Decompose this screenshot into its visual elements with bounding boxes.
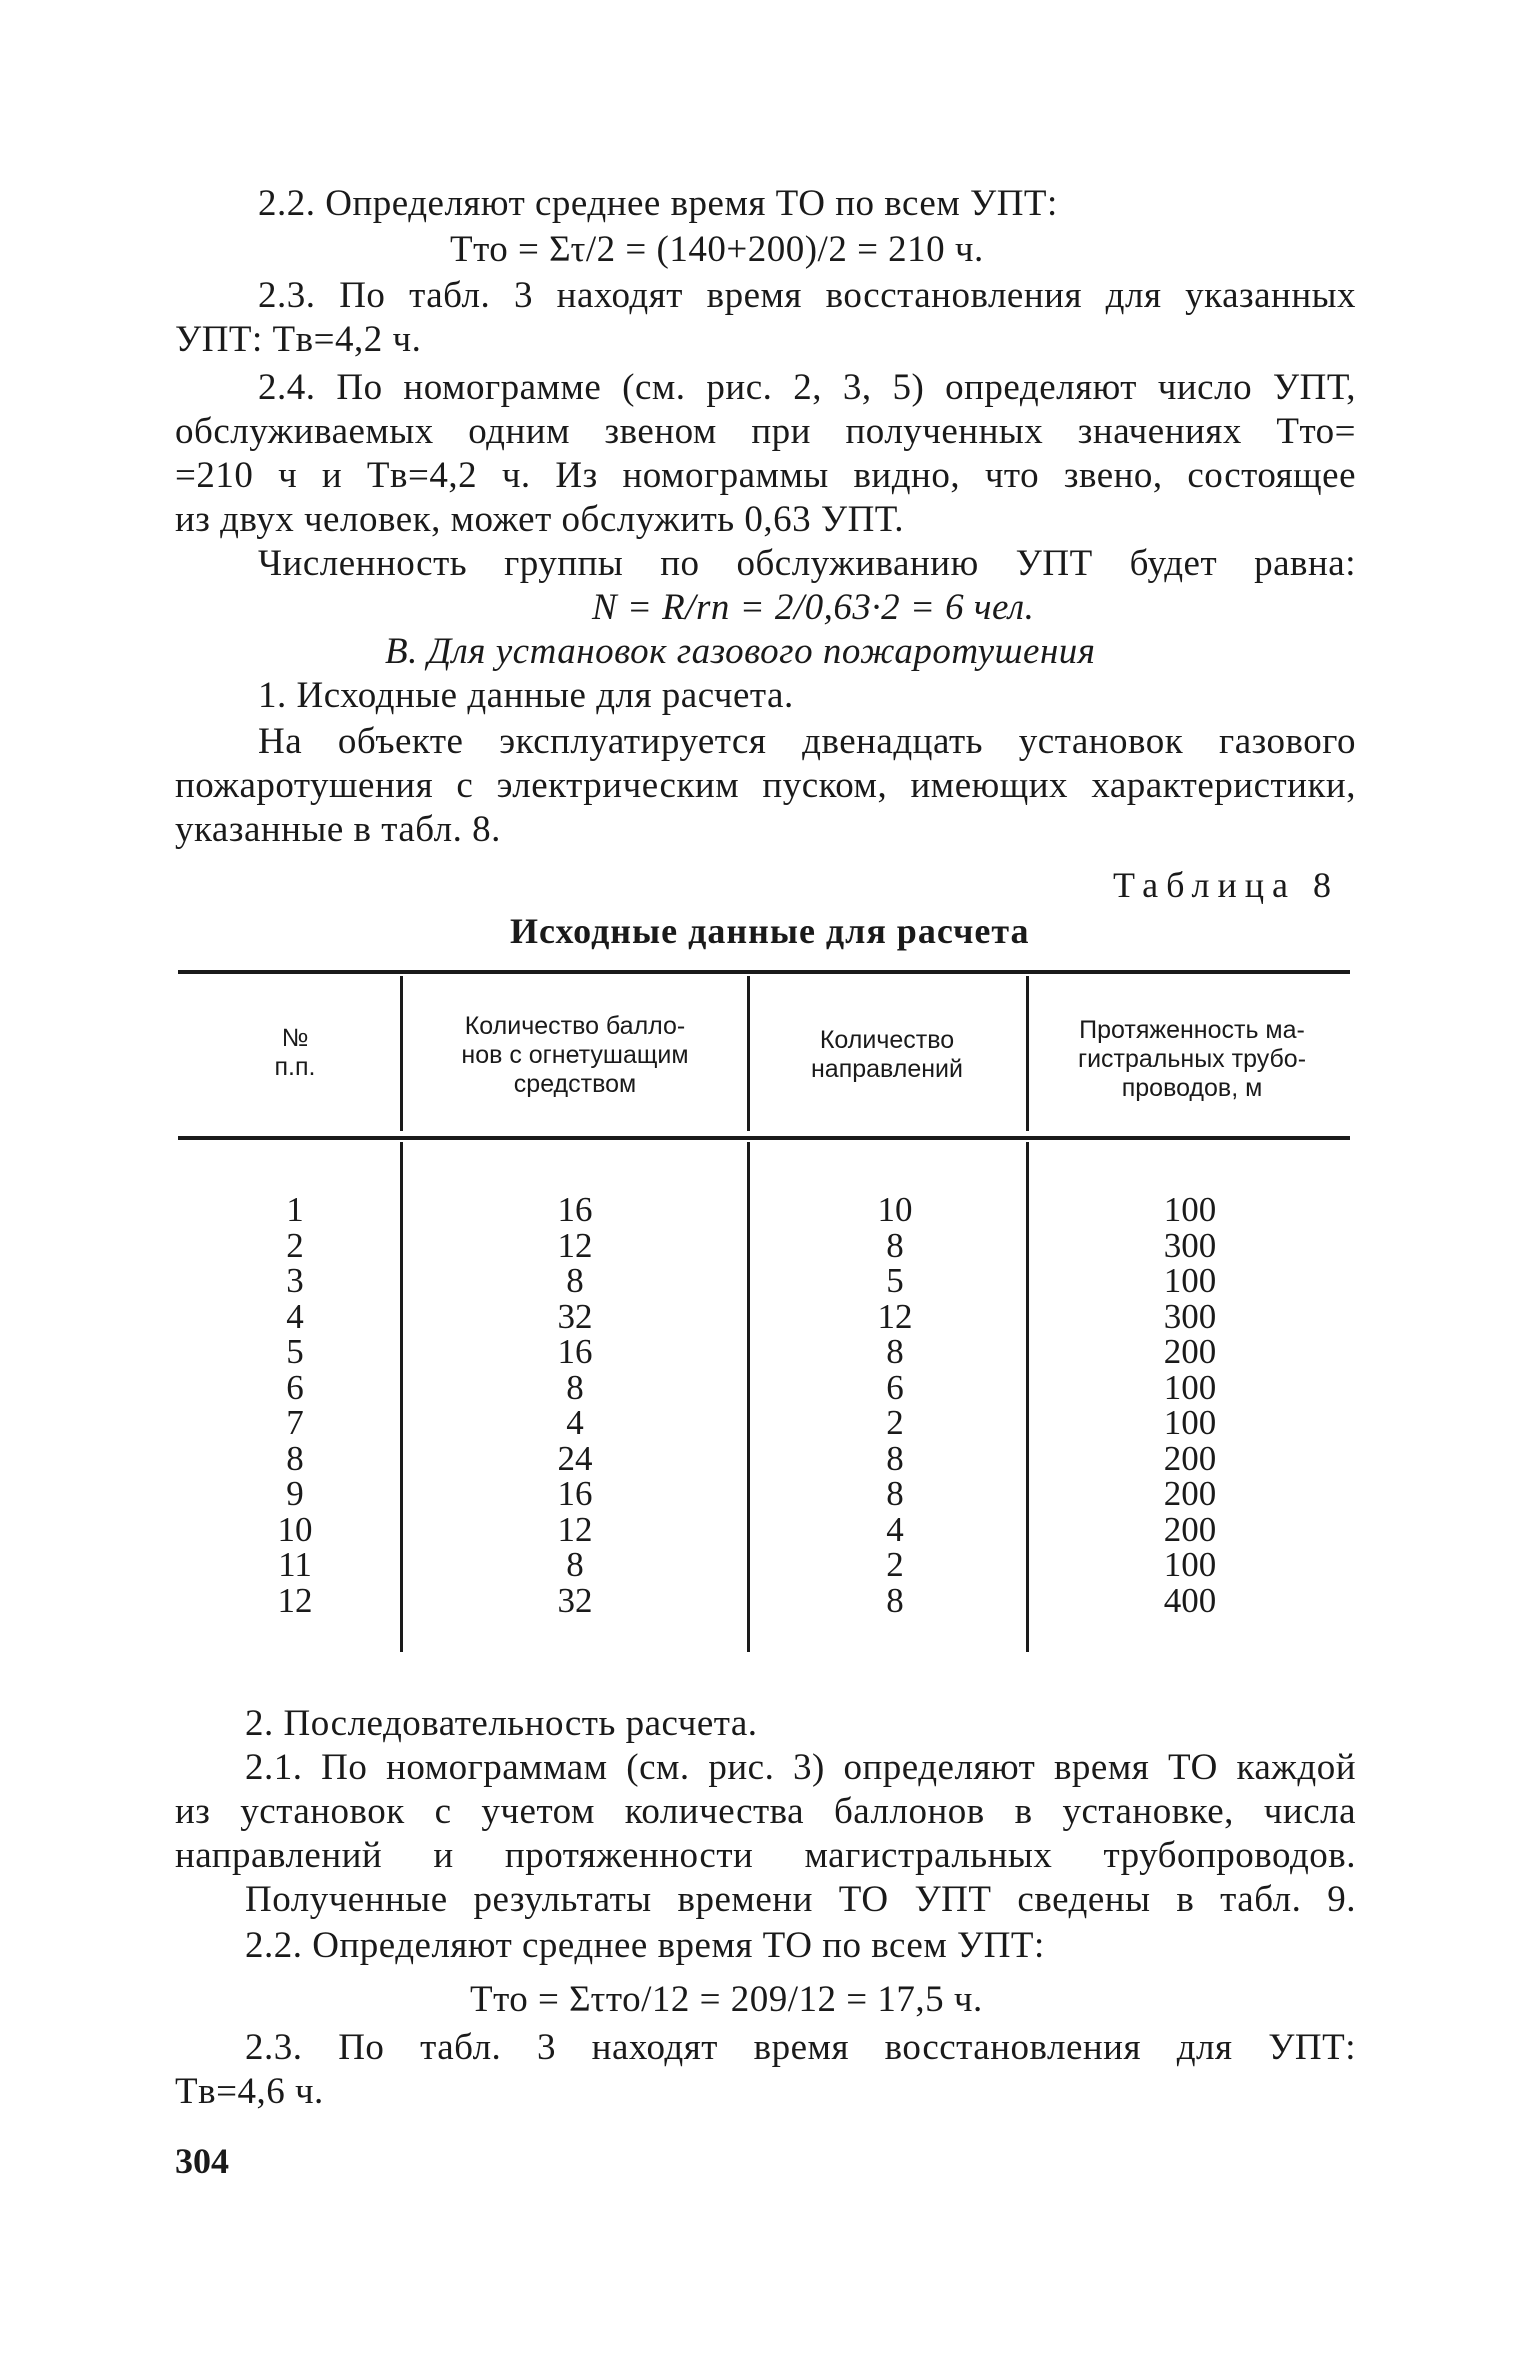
- header-number: № п.п.: [274, 1024, 316, 1081]
- paragraph-2-4-line-3: =210 ч и Tв=4,2 ч. Из номограммы видно, что звено, состоящее: [175, 455, 1356, 496]
- paragraph-2-4-line-2: обслуживаемых одним звеном при полученных значениях Tто=: [175, 411, 1356, 452]
- paragraph-2-3-line-2: УПТ: Tв=4,2 ч.: [175, 319, 422, 360]
- cell-number: 11: [278, 1545, 312, 1584]
- cell-directions: 6: [886, 1367, 904, 1407]
- table-divider-2: [747, 976, 750, 1131]
- cell-number: 6: [286, 1367, 304, 1407]
- cell-length: 300: [1163, 1296, 1217, 1336]
- cell-length: 400: [1163, 1580, 1217, 1620]
- paragraph-results: Полученные результаты времени ТО УПТ сведены в табл. 9.: [245, 1879, 1356, 1920]
- cell-length: 100: [1163, 1190, 1217, 1229]
- cell-number: 8: [286, 1438, 304, 1478]
- cell-number: 1: [286, 1190, 304, 1229]
- cell-length: 100: [1163, 1545, 1217, 1584]
- table-divider-3: [1026, 976, 1029, 1131]
- paragraph-2-1-line-3: направлений и протяженности магистральных трубопроводов.: [175, 1835, 1356, 1876]
- cell-cylinders: 8: [566, 1545, 584, 1584]
- cell-cylinders: 12: [557, 1225, 593, 1265]
- paragraph-2-2-bottom: 2.2. Определяют среднее время ТО по всем УПТ:: [245, 1925, 1045, 1966]
- column-number: [230, 1192, 360, 1618]
- paragraph-2-3-bottom-line-2: Tв=4,6 ч.: [175, 2071, 324, 2112]
- cell-number: 7: [286, 1403, 304, 1442]
- cell-length: 200: [1163, 1509, 1217, 1549]
- cell-directions: 8: [886, 1438, 904, 1478]
- page-number: 304: [175, 2141, 229, 2181]
- paragraph-2-1-line-1: 2.1. По номограммам (см. рис. 3) определяют время ТО каждой: [245, 1747, 1356, 1788]
- cell-number: 5: [286, 1332, 304, 1371]
- cell-cylinders: 4: [566, 1403, 584, 1442]
- header-directions: Количество направлений: [811, 1026, 963, 1083]
- table-divider-1-body: [400, 1142, 403, 1652]
- cell-directions: 8: [886, 1474, 904, 1513]
- table-title: Исходные данные для расчета: [510, 911, 1030, 951]
- column-length: [1115, 1192, 1265, 1618]
- cell-cylinders: 32: [557, 1296, 593, 1336]
- cell-cylinders: 16: [557, 1474, 593, 1513]
- cell-directions: 2: [886, 1403, 904, 1442]
- cell-number: 4: [286, 1296, 304, 1336]
- item-2-heading: 2. Последовательность расчета.: [245, 1703, 758, 1744]
- header-length: Протяженность ма- гистральных трубо- проводов, м: [1077, 1016, 1307, 1102]
- table-top-rule: [178, 970, 1350, 974]
- cell-directions: 4: [886, 1509, 904, 1549]
- cell-directions: 12: [877, 1296, 913, 1336]
- table-label: Таблица 8: [1113, 865, 1339, 905]
- item-1-heading: 1. Исходные данные для расчета.: [258, 675, 794, 716]
- table-divider-1: [400, 976, 403, 1131]
- cell-length: 100: [1163, 1403, 1217, 1442]
- table-header-rule: [178, 1136, 1350, 1140]
- cell-cylinders: 8: [566, 1367, 584, 1407]
- cell-directions: 2: [886, 1545, 904, 1584]
- cell-length: 200: [1163, 1332, 1217, 1371]
- table-divider-2-body: [747, 1142, 750, 1652]
- cell-length: 100: [1163, 1367, 1217, 1407]
- cell-cylinders: 8: [566, 1261, 584, 1300]
- cell-number: 3: [286, 1261, 304, 1300]
- intro-line-1: На объекте эксплуатируется двенадцать установок газового: [258, 721, 1356, 762]
- cell-directions: 8: [886, 1580, 904, 1620]
- cell-directions: 8: [886, 1332, 904, 1371]
- cell-cylinders: 32: [557, 1580, 593, 1620]
- paragraph-2-3-line-1: 2.3. По табл. 3 находят время восстановления для указанных: [258, 275, 1356, 316]
- cell-number: 10: [277, 1509, 313, 1549]
- paragraph-2-4-line-1: 2.4. По номограмме (см. рис. 2, 3, 5) определяют число УПТ,: [258, 367, 1356, 408]
- cell-cylinders: 16: [557, 1332, 593, 1371]
- intro-line-3: указанные в табл. 8.: [175, 809, 501, 850]
- cell-directions: 10: [877, 1190, 913, 1229]
- intro-line-2: пожаротушения с электрическим пуском, имеющих характеристики,: [175, 765, 1356, 806]
- cell-length: 200: [1163, 1474, 1217, 1513]
- paragraph-group-count: Численность группы по обслуживанию УПТ будет равна:: [258, 543, 1356, 584]
- cell-length: 300: [1163, 1225, 1217, 1265]
- formula-group-size: N = R/rn = 2/0,63·2 = 6 чел.: [592, 587, 1035, 628]
- section-heading-gas: В. Для установок газового пожаротушения: [385, 631, 1096, 672]
- header-cylinders: Количество балло- нов с огнетушащим средством: [461, 1012, 689, 1098]
- cell-cylinders: 24: [557, 1438, 593, 1478]
- paragraph-2-2-heading: 2.2. Определяют среднее время ТО по всем УПТ:: [258, 183, 1058, 224]
- table-divider-3-body: [1026, 1142, 1029, 1652]
- cell-number: 9: [286, 1474, 304, 1513]
- cell-number: 12: [277, 1580, 313, 1620]
- column-directions: [820, 1192, 970, 1618]
- cell-cylinders: 12: [557, 1509, 593, 1549]
- cell-number: 2: [286, 1225, 304, 1265]
- cell-directions: 5: [886, 1261, 904, 1300]
- cell-length: 200: [1163, 1438, 1217, 1478]
- formula-average-time-bottom: Tто = Στто/12 = 209/12 = 17,5 ч.: [470, 1979, 983, 2020]
- cell-directions: 8: [886, 1225, 904, 1265]
- cell-cylinders: 16: [557, 1190, 593, 1229]
- paragraph-2-3-bottom-line-1: 2.3. По табл. 3 находят время восстановления для УПТ:: [245, 2027, 1356, 2068]
- paragraph-2-4-line-4: из двух человек, может обслужить 0,63 УПТ.: [175, 499, 904, 540]
- cell-length: 100: [1163, 1261, 1217, 1300]
- formula-average-time: Tто = Στ/2 = (140+200)/2 = 210 ч.: [450, 229, 984, 270]
- paragraph-2-1-line-2: из установок с учетом количества баллонов в установке, числа: [175, 1791, 1356, 1832]
- column-cylinders: [500, 1192, 650, 1618]
